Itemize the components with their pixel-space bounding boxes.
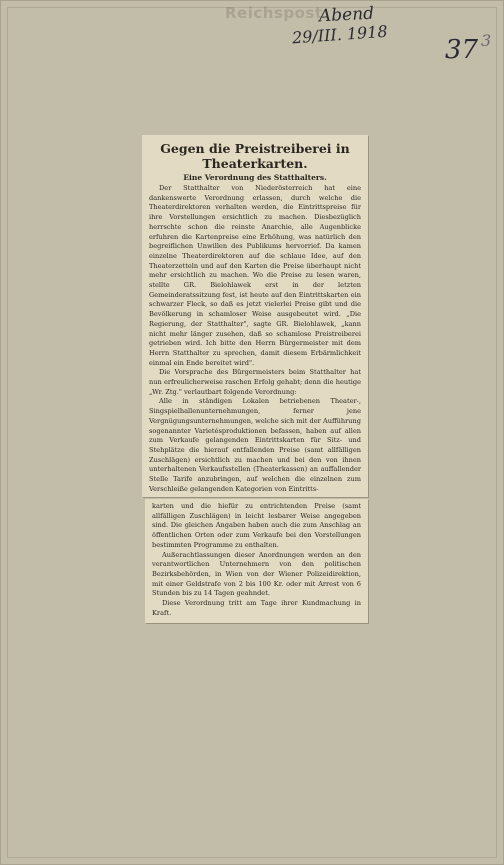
article-headline [149, 141, 361, 171]
headline-line-2: Theaterkarten. [202, 156, 308, 171]
article-paragraph: Außerachtlassungen dieser Anordnungen werden an den verantwortlichen Unternehmern von den politischen Bezirksbehörden, in Wien von der Wiener Polizeidirektion, mit einer Geldstrafe von 2 bis 100 Kr. oder mit Arrest von 6 Stunden bis zu 14 Tagen geahndet. [152, 550, 361, 598]
headline-line-1: Gegen die Preistreiberei in [160, 141, 350, 156]
handwritten-date: 29/III. 1918 [291, 21, 389, 48]
newspaper-clipping [142, 135, 368, 497]
article-paragraph: Diese Verordnung tritt am Tage ihrer Kundmachung in Kraft. [152, 599, 361, 617]
article-subheadline: Eine Verordnung des Statthalters. [183, 173, 327, 182]
article-paragraph: Die Vorsprache des Bürgermeisters beim Statthalter hat nun erfreulicherweise raschen Erfolg gehabt; denn die heutige „Wr. Ztg." verlautbart folgende Verordnung: [149, 368, 361, 396]
handwritten-folio-number: 37 [445, 35, 479, 65]
article-paragraph: karten und die hiefür zu entrichtenden Preise (samt allfälligen Zuschlägen) in leicht lesbarer Weise angegeben sind. Die gleichen Angaben haben auch die zum Anschlag an öffentlichen Orten oder zum Verkaufe bei den Vorstellungen bestimmten Programme zu enthalten. [152, 502, 361, 549]
handwritten-edition: Abend [318, 3, 375, 27]
corner-mark: 3 [481, 31, 492, 50]
article-paragraph: Alle in ständigen Lokalen betriebenen Theater-, Singspielhallenunternehmungen, ferner jene Vergnügungsunternehmungen, welche sich mit der Aufführung sogenannter Varietésproduktionen befassen, haben auf allen zum Verkaufe gelangenden Eintrittskarten für Sitz- und Stehplätze die hierauf entfallenden Preise (samt allfälligen Zuschlägen) ersichtlich zu machen und bei den von ihnen unterhaltenen Verkaufsstellen (Theaterkassen) an auffallender Stelle Tarife anzubringen, auf welchen die einzelnen zum Verschleiße gelangenden Kategorien von Eintritts- [149, 397, 361, 493]
newspaper-clipping-continuation [145, 499, 368, 623]
newspaper-stamp: Reichspost [225, 4, 323, 22]
article-paragraph: Der Statthalter von Niederösterreich hat eine dankenswerte Verordnung erlassen, durch welche die Theaterdirektoren verhalten werden, die Eintrittspreise für ihre Vorstellungen ersichtlich zu machen. Diesbezüglich herrschte schon die reinste Anarchie, alle Augenblicke erfuhren die Kartenpreise eine Erhöhung, was natürlich den begreiflichen Unwillen des Publikums hervorrief. Da kamen einzelne Theaterdirektoren auf die schlaue Idee, auf den Theaterzetteln und auf den Karten die Preise überhaupt nicht mehr ersichtlich zu machen. Wo die Preise zu lesen waren, stellte GR. Bielohlawek erst in der letzten Gemeinderatssitzung fest, ist heute auf den Eintrittskarten ein schwarzer Fleck, so daß es jetzt vielerlei Preise gibt und die Bevölkerung in schamloser Weise ausgebeutet wird. „Die Regierung, der Statthalter", sagte GR. Bielohlawek, „kann nicht mehr länger zusehen, daß so schamlose Preistreiberei getrieben wird. Ich bitte den Herrn Bürgermeister mit dem Herrn Statthalter zu sprechen, damit diesem Erbärmlichkeit einmal ein Ende bereitet wird". [149, 184, 361, 367]
